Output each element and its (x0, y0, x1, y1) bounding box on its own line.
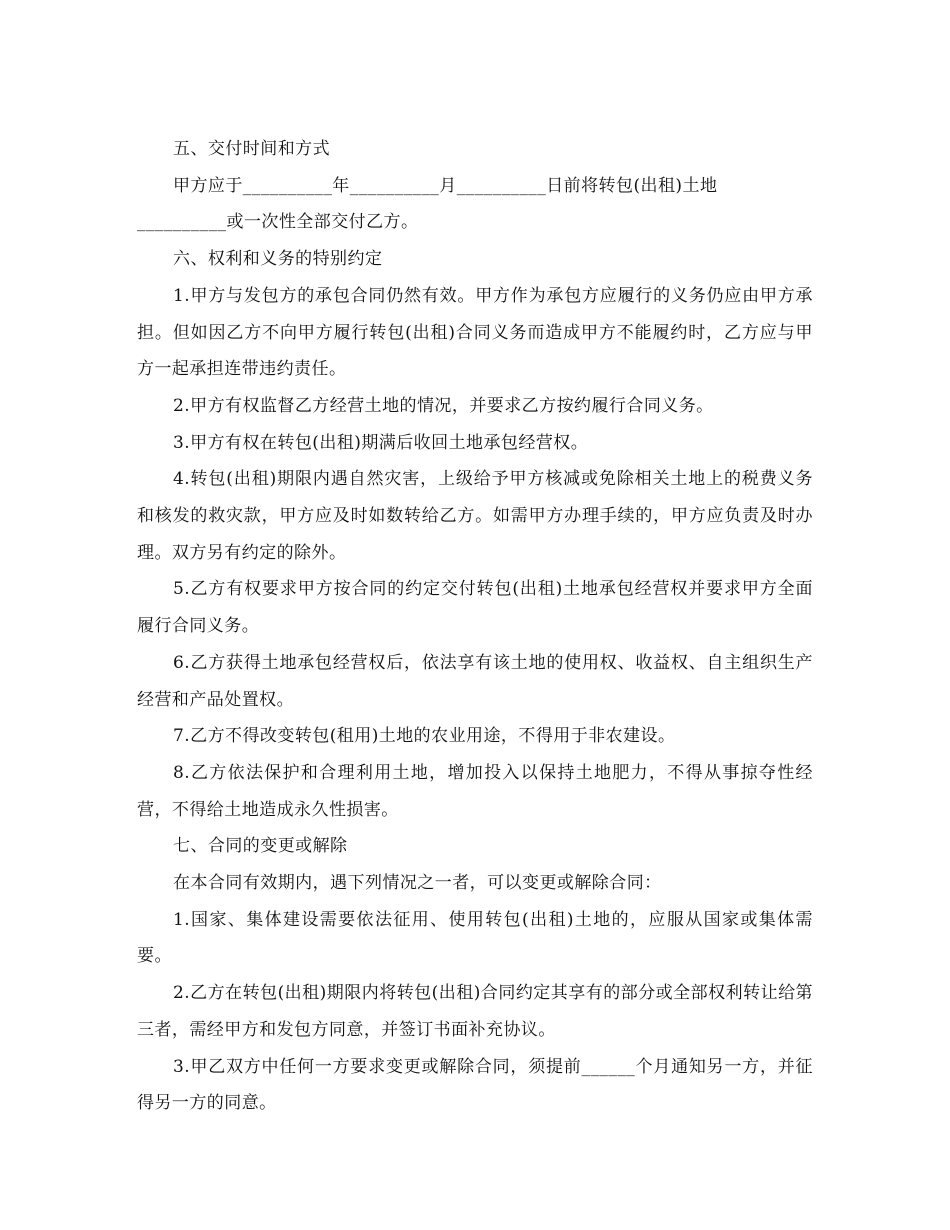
change-clause-3: 3.甲乙双方中任何一方要求变更或解除合同，须提前______个月通知另一方，并征得另一方的同意。 (137, 1056, 813, 1114)
section-heading-change: 七、合同的变更或解除 (173, 836, 348, 857)
delivery-method-line: __________或一次性全部交付乙方。 (137, 212, 419, 233)
change-clause-2: 2.乙方在转包(出租)期限内将转包(出租)合同约定其享有的部分或全部权利转让给第三者，需经甲方和发包方同意，并签订书面补充协议。 (137, 983, 813, 1040)
section-heading-rights: 六、权利和义务的特别约定 (173, 249, 383, 270)
change-intro: 在本合同有效期内，遇下列情况之一者，可以变更或解除合同： (173, 873, 662, 894)
rights-clause-5: 5.乙方有权要求甲方按合同的约定交付转包(出租)土地承包经营权并要求甲方全面履行合同义务。 (137, 579, 813, 637)
rights-clause-1: 1.甲方与发包方的承包合同仍然有效。甲方作为承包方应履行的义务仍应由甲方承担。但如因乙方不向甲方履行转包(出租)合同义务而造成甲方不能履约时，乙方应与甲方一起承担连带违约责任。 (137, 285, 813, 380)
rights-clause-4: 4.转包(出租)期限内遇自然灾害，上级给予甲方核减或免除相关土地上的税费义务和核发的救灾款，甲方应及时如数转给乙方。如需甲方办理手续的，甲方应负责及时办理。双方另有约定的除外。 (137, 469, 813, 563)
section-heading-delivery: 五、交付时间和方式 (173, 139, 331, 159)
delivery-date-line: 甲方应于__________年__________月__________日前将转包(出租)土地 (173, 175, 718, 196)
rights-clause-3: 3.甲方有权在转包(出租)期满后收回土地承包经营权。 (173, 432, 589, 453)
rights-clause-2: 2.甲方有权监督乙方经营土地的情况，并要求乙方按约履行合同义务。 (173, 395, 714, 416)
rights-clause-8: 8.乙方依法保护和合理利用土地，增加投入以保持土地肥力，不得从事掠夺性经营，不得给土地造成永久性损害。 (137, 762, 813, 820)
rights-clause-6: 6.乙方获得土地承包经营权后，依法享有该土地的使用权、收益权、自主组织生产经营和产品处置权。 (137, 652, 813, 710)
change-clause-1: 1.国家、集体建设需要依法征用、使用转包(出租)土地的，应服从国家或集体需要。 (137, 909, 813, 967)
rights-clause-7: 7.乙方不得改变转包(租用)土地的农业用途，不得用于非农建设。 (173, 726, 676, 747)
